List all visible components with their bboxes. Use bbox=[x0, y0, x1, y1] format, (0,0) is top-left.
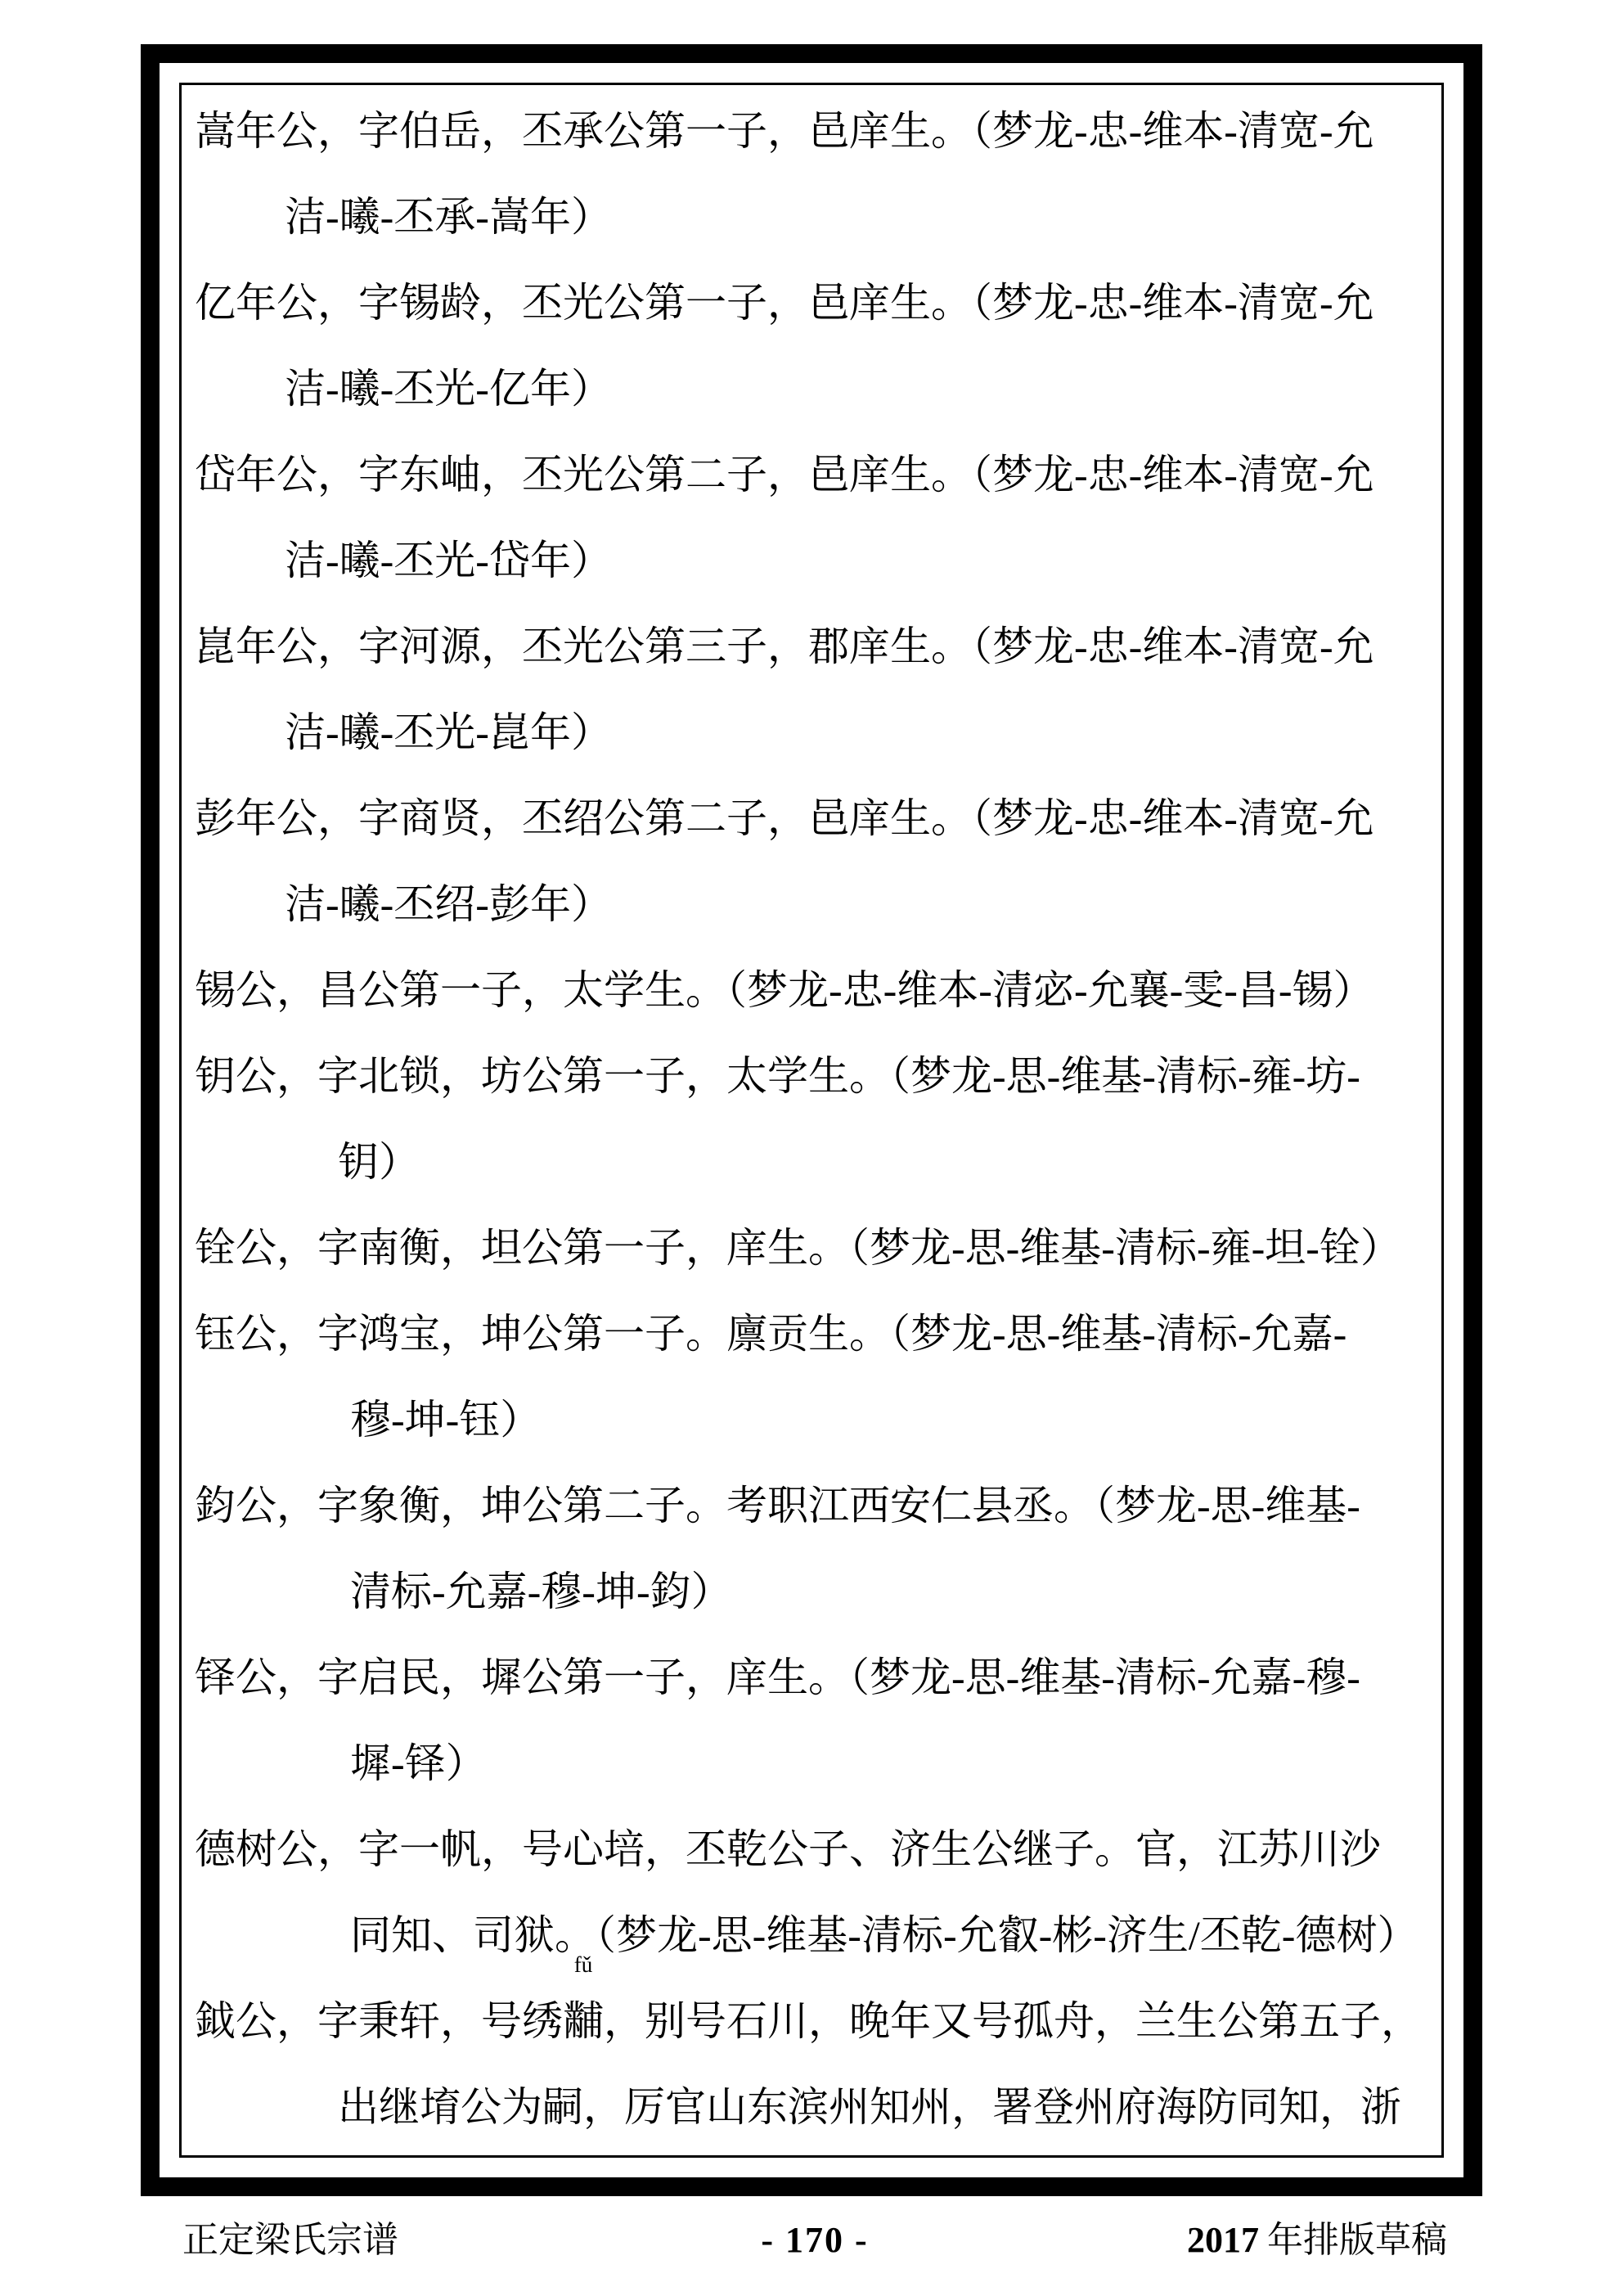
entry-line: 岱年公，字东岫，丕光公第二子，邑庠生。（梦龙-忠-维本-清宽-允 bbox=[195, 452, 1374, 497]
genealogy-entry bbox=[195, 432, 1441, 604]
entry-line: 清标-允嘉-穆-坤-鈞） bbox=[350, 1569, 732, 1614]
footer-year: 2017 bbox=[1187, 2220, 1259, 2260]
genealogy-entry bbox=[195, 776, 1441, 948]
entry-text: 鉞公，字秉轩，号绣 bbox=[195, 1998, 563, 2044]
entry-line: 锡公，昌公第一子，太学生。（梦龙-忠-维本-清宓-允襄-雯-昌-锡） bbox=[195, 967, 1374, 1013]
ruby-base-char: 黼 bbox=[563, 1998, 604, 2044]
genealogy-entry bbox=[195, 1291, 1441, 1463]
pinyin-annotation: fǔ bbox=[573, 1952, 593, 1977]
genealogy-entry bbox=[195, 1033, 1441, 1205]
genealogy-entry bbox=[195, 604, 1441, 776]
entry-line: 洁-曦-丕光-崑年） bbox=[285, 709, 612, 755]
entry-line: 鈞公，字象衡，坤公第二子。考职江西安仁县丞。（梦龙-思-维基- bbox=[195, 1483, 1360, 1528]
entry-line bbox=[195, 1952, 1441, 2064]
genealogy-entry bbox=[195, 1952, 1441, 2150]
genealogy-entry bbox=[195, 260, 1441, 432]
entry-line: 崑年公，字河源，丕光公第三子，郡庠生。（梦龙-忠-维本-清宽-允 bbox=[195, 624, 1374, 669]
entry-line: 钥） bbox=[338, 1139, 420, 1185]
entry-line: 出继堉公为嗣，厉官山东滨州知州，署登州府海防同知，浙 bbox=[338, 2084, 1401, 2130]
genealogy-entry bbox=[195, 1807, 1441, 1979]
entry-line: 洁-曦-丕绍-彭年） bbox=[285, 881, 612, 927]
genealogy-entry bbox=[195, 1463, 1441, 1635]
page-outer-border bbox=[141, 44, 1482, 2196]
footer-page-number: - 170 - bbox=[761, 2220, 869, 2260]
entry-line: 铎公，字启民，墀公第一子，庠生。（梦龙-思-维基-清标-允嘉-穆- bbox=[195, 1654, 1360, 1700]
footer-edition-text: 年排版草稿 bbox=[1267, 2220, 1447, 2260]
entry-line: 德树公，字一帆，号心培，丕乾公子、济生公继子。官，江苏川沙 bbox=[195, 1826, 1381, 1872]
entry-line: 洁-曦-丕承-嵩年） bbox=[285, 194, 612, 240]
entry-text: ，别号石川，晚年又号孤舟，兰生公第五子， bbox=[604, 1998, 1422, 2044]
entry-line: 嵩年公，字伯岳，丕承公第一子，邑庠生。（梦龙-忠-维本-清宽-允 bbox=[195, 108, 1374, 154]
page-inner-border bbox=[179, 83, 1444, 2158]
ruby-annotated-char bbox=[563, 1952, 604, 2064]
footer-book-title: 正定梁氏宗谱 bbox=[182, 2220, 398, 2260]
text-area bbox=[182, 85, 1441, 2150]
genealogy-entry bbox=[195, 1205, 1441, 1291]
entry-line: 亿年公，字锡龄，丕光公第一子，邑庠生。（梦龙-忠-维本-清宽-允 bbox=[195, 280, 1374, 326]
entry-line: 同知、司狱。（梦龙-思-维基-清标-允叡-彬-济生/丕乾-德树） bbox=[350, 1912, 1418, 1958]
genealogy-entry bbox=[195, 88, 1441, 260]
genealogy-entry bbox=[195, 948, 1441, 1033]
entry-line: 洁-曦-丕光-岱年） bbox=[285, 538, 612, 583]
entry-line: 彭年公，字商贤，丕绍公第二子，邑庠生。（梦龙-忠-维本-清宽-允 bbox=[195, 795, 1374, 841]
entry-line: 钥公，字北锁，坊公第一子，太学生。（梦龙-思-维基-清标-雍-坊- bbox=[195, 1053, 1360, 1099]
genealogy-entry bbox=[195, 1635, 1441, 1807]
page-footer bbox=[182, 2214, 1447, 2271]
entry-line: 墀-铎） bbox=[350, 1740, 487, 1786]
entry-line: 铨公，字南衡，坦公第一子，庠生。（梦龙-思-维基-清标-雍-坦-铨） bbox=[195, 1225, 1401, 1271]
entry-line: 穆-坤-钰） bbox=[350, 1397, 542, 1443]
footer-edition bbox=[1187, 2214, 1447, 2267]
entry-line: 钰公，字鸿宝，坤公第一子。廪贡生。（梦龙-思-维基-清标-允嘉- bbox=[195, 1311, 1347, 1357]
entry-line: 洁-曦-丕光-亿年） bbox=[285, 366, 612, 412]
